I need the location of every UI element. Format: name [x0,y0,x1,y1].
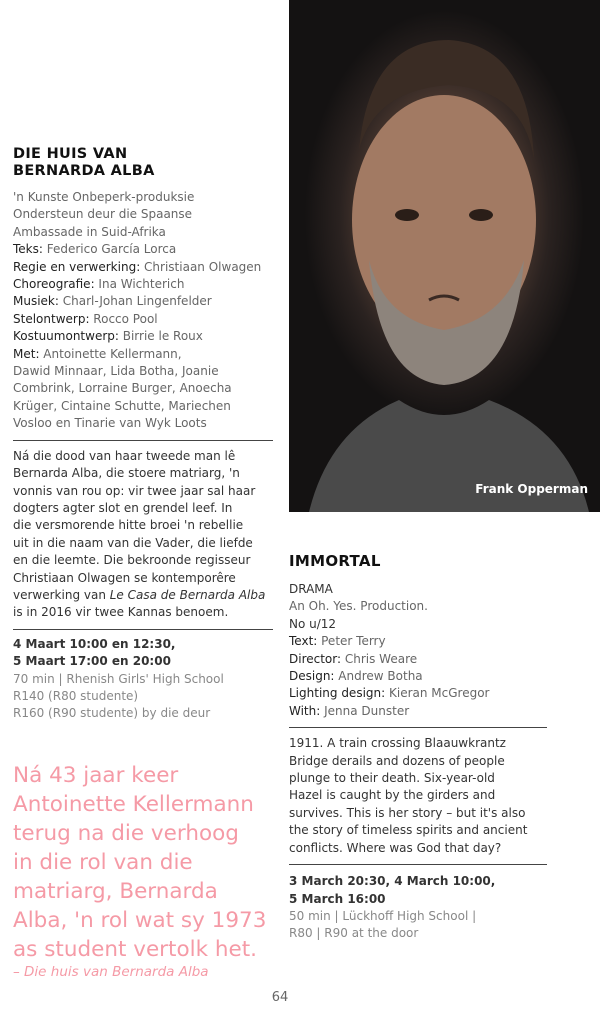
credit-value: Rocco Pool [89,311,158,326]
production: An Oh. Yes. Production. [289,599,428,614]
credit-label: Text: [289,634,318,649]
right-column [289,553,547,943]
credit-label: Stelontwerp: [13,311,90,326]
info-line: 70 min | Rhenish Girls' High School [13,671,224,686]
quote-line: as student vertolk het. [13,937,257,962]
credit-value: Charl-Johan Lingenfelder [58,294,212,309]
desc-line: dogters agter slot en grendel leef. In [13,500,233,515]
credit-value: Jenna Dunster [320,703,410,718]
intro [13,189,273,241]
credit-value: Ina Wichterich [94,277,185,292]
description [289,735,547,857]
cast [13,363,273,433]
info-line: 50 min | Lückhoff High School | [289,908,477,923]
credit-label: Met: [13,346,40,361]
desc-line: die versmorende hitte broei 'n rebellie [13,518,244,533]
credit-label: Choreografie: [13,277,95,292]
credit-line [289,703,547,720]
desc-line: is in 2016 vir twee Kannas benoem. [13,605,229,620]
cast-line: Vosloo en Tinarie van Wyk Loots [13,416,207,431]
credit-value: Federico García Lorca [42,242,177,257]
credit-line [289,651,547,668]
credit-label: Design: [289,669,335,684]
cast-line: Dawid Minnaar, Lida Botha, Joanie [13,364,219,379]
intro-line: 'n Kunste Onbeperk-produksie [13,190,195,204]
intro-line: Ambassade in Suid-Afrika [13,224,166,239]
credit-value: Chris Weare [341,651,418,666]
show-title: IMMORTAL [289,552,381,570]
date-line: 3 March 20:30, 4 March 10:00, [289,874,496,889]
desc-line: uit in die naam van die Vader, die liefde [13,535,253,550]
info-line: R80 | R90 at the door [289,926,419,941]
credit-label: Director: [289,651,342,666]
desc-line: vonnis van rou op: vir twee jaar sal haar [13,483,256,498]
credit-line [13,328,273,345]
date-line: 5 Maart 17:00 en 20:00 [13,654,171,669]
credit-line [13,276,273,293]
desc-line: Bridge derails and dozens of people [289,753,505,768]
desc-title-italic: Le Casa de Bernarda Alba [109,587,266,602]
date-line: 4 Maart 10:00 en 12:30, [13,636,176,651]
title-line: DIE HUIS VAN [13,146,128,162]
credit-label: Kostuumontwerp: [13,329,119,344]
credit-value: Andrew Botha [334,669,423,684]
quote-line: in die rol van die [13,850,193,875]
quote-line: Antoinette Kellermann [13,792,254,817]
cast-line: Krüger, Cintaine Schutte, Mariechen [13,398,231,413]
show-title [13,146,273,180]
desc-line: Ná die dood van haar tweede man lê [13,448,236,463]
credits [289,633,547,720]
credit-label: Teks: [13,242,43,257]
credit-label: Lighting design: [289,686,386,701]
credit-value: Kieran McGregor [385,686,490,701]
quote-line: terug na die verhoog [13,821,239,846]
pull-quote [13,761,266,980]
credit-value: Birrie le Roux [118,329,203,344]
page-number: 64 [271,990,289,1005]
venue-info [13,671,273,723]
desc-line: conflicts. Where was God that day? [289,840,502,855]
cast-line: Combrink, Lorraine Burger, Anoecha [13,381,232,396]
desc-line: Hazel is caught by the girders and [289,788,496,803]
credit-line [13,293,273,310]
credit-line [13,346,273,363]
credit-line [13,311,273,328]
quote-line: Ná 43 jaar keer [13,763,179,788]
credit-label: Regie en verwerking: [13,259,141,274]
desc-text: verwerking van [13,587,110,602]
credit-value: Antoinette Kellermann, [39,346,182,361]
credit-label: Musiek: [13,294,59,309]
portrait-photo [289,0,600,512]
quote-line: Alba, 'n rol wat sy 1973 [13,908,267,933]
title-line: BERNARDA ALBA [13,163,155,179]
desc-line: the story of timeless spirits and ancient [289,823,528,838]
credit-line [13,259,273,276]
desc-line: Bernarda Alba, die stoere matriarg, 'n [13,466,240,481]
portrait-illustration [289,0,600,512]
desc-line: en die leemte. Die bekroonde regisseur [13,553,251,568]
info-line: R140 (R80 studente) [13,688,139,703]
desc-line: plunge to their death. Six-year-old [289,771,495,786]
intro-line: Ondersteun deur die Spaanse [13,207,193,222]
photo-caption: Frank Opperman [475,482,588,496]
credit-line [289,685,547,702]
age-restriction: No u/12 [289,616,337,631]
credit-line [13,241,273,258]
description [13,448,273,622]
desc-line [13,587,273,604]
desc-line: survives. This is her story – but it's also [289,805,526,820]
credit-value: Peter Terry [317,634,386,649]
credit-value: Christiaan Olwagen [140,259,262,274]
credit-line [289,668,547,685]
dates [13,636,273,671]
quote-line: matriarg, Bernarda [13,879,218,904]
credits [13,241,273,363]
desc-line: 1911. A train crossing Blaauwkrantz [289,736,506,751]
date-line: 5 March 16:00 [289,891,386,906]
desc-line: Christiaan Olwagen se kontemporêre [13,570,236,585]
quote-source: – Die huis van Bernarda Alba [13,964,209,980]
left-column [13,146,273,723]
info-line: R160 (R90 studente) by die deur [13,706,211,721]
credit-line [289,633,547,650]
credit-label: With: [289,703,321,718]
genre: DRAMA [289,582,333,596]
